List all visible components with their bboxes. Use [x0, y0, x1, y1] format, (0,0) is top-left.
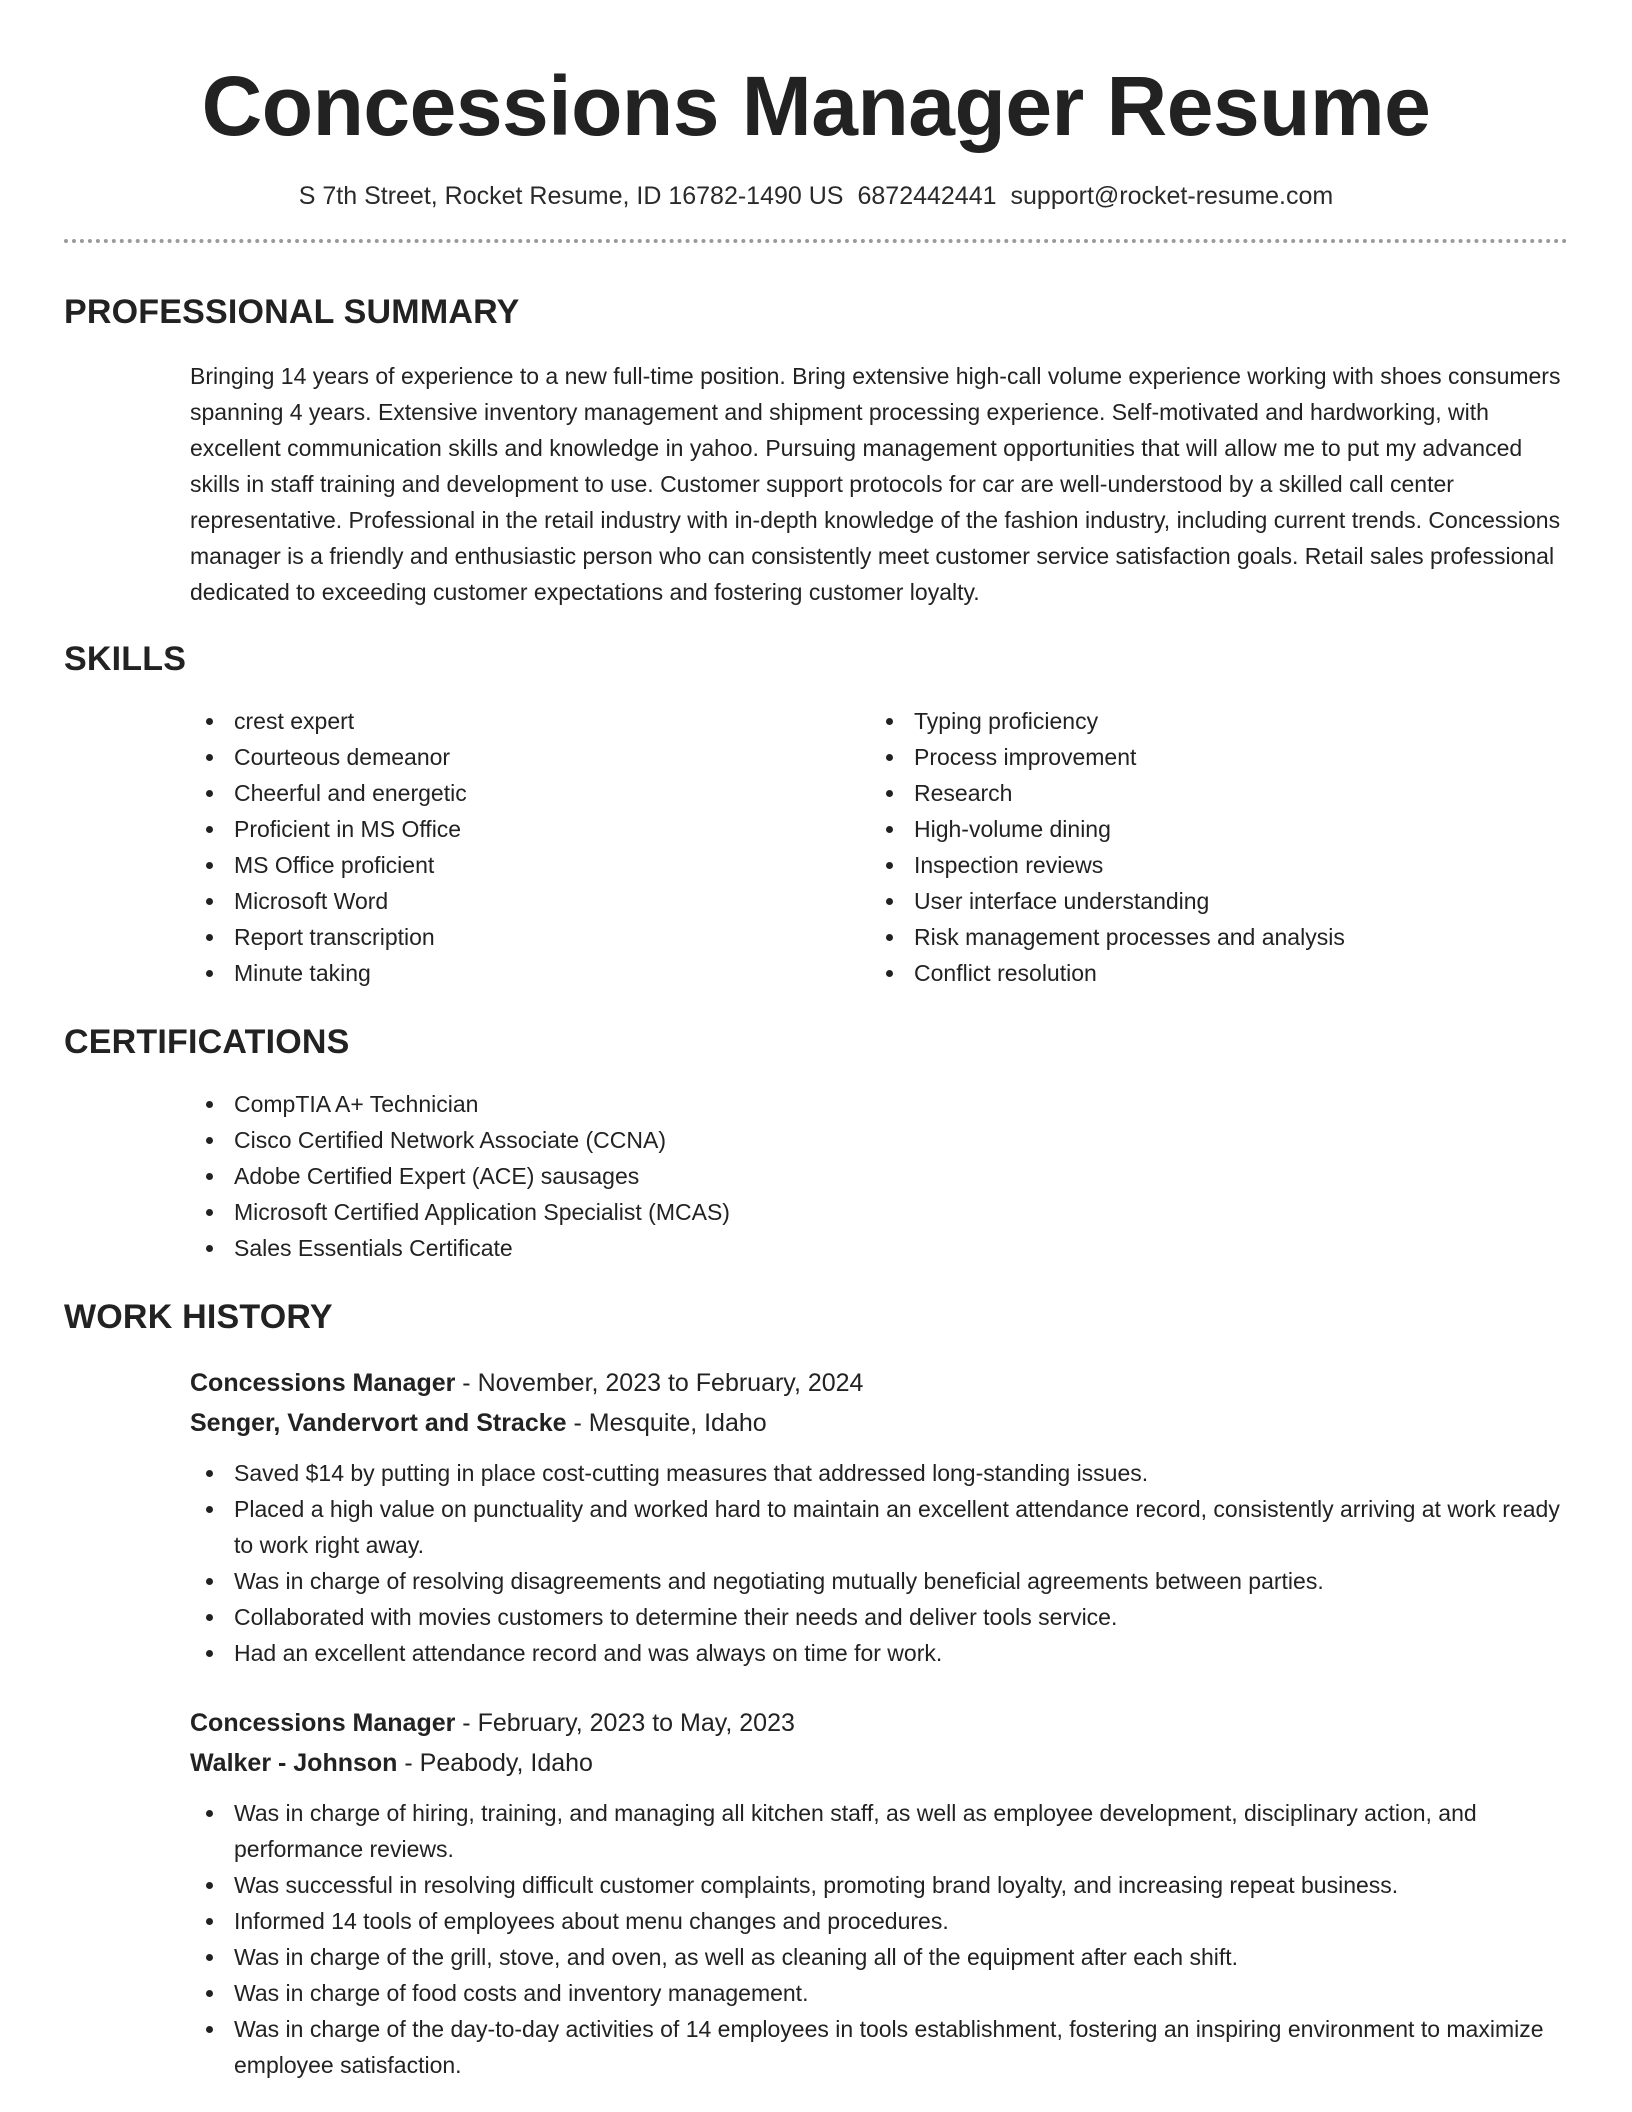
job-duty-item: Placed a high value on punctuality and worked hard to maintain an excellent attendance record, consistently arriving at work ready to work right away.: [190, 1491, 1568, 1563]
job-company-line: [190, 1743, 1568, 1783]
skills-list-left: [190, 703, 870, 991]
skill-item: Minute taking: [190, 955, 870, 991]
job-duty-item: Was in charge of resolving disagreements and negotiating mutually beneficial agreements between parties.: [190, 1563, 1568, 1599]
job-duty-item: Saved $14 by putting in place cost-cutting measures that addressed long-standing issues.: [190, 1455, 1568, 1491]
skill-item: Report transcription: [190, 919, 870, 955]
job-location: - Mesquite, Idaho: [566, 1409, 767, 1437]
job-title: Concessions Manager: [190, 1369, 456, 1397]
job-location: - Peabody, Idaho: [397, 1749, 593, 1777]
job-duty-item: Was in charge of the day-to-day activities of 14 employees in tools establishment, fostering an inspiring environment to maximize employee satisfaction.: [190, 2011, 1568, 2083]
certification-item: Microsoft Certified Application Specialist (MCAS): [190, 1194, 1568, 1230]
job-company: Walker - Johnson: [190, 1749, 398, 1777]
certifications-heading: CERTIFICATIONS: [64, 1023, 350, 1061]
skill-item: Cheerful and energetic: [190, 775, 870, 811]
work-history-heading: WORK HISTORY: [64, 1298, 333, 1336]
skill-item: crest expert: [190, 703, 870, 739]
job-dates: - November, 2023 to February, 2024: [455, 1369, 864, 1397]
skill-item: Inspection reviews: [870, 847, 1550, 883]
job-duties-list: [190, 1795, 1568, 2083]
contact-address: S 7th Street, Rocket Resume, ID 16782-1490 US: [298, 182, 844, 210]
job-title-line: [190, 1703, 1568, 1743]
certification-item: Cisco Certified Network Associate (CCNA): [190, 1122, 1568, 1158]
job-duty-item: Was successful in resolving difficult customer complaints, promoting brand loyalty, and increasing repeat business.: [190, 1867, 1568, 1903]
job-duty-item: Had an excellent attendance record and was always on time for work.: [190, 1635, 1568, 1671]
skill-item: Research: [870, 775, 1550, 811]
skill-item: High-volume dining: [870, 811, 1550, 847]
summary-heading: PROFESSIONAL SUMMARY: [64, 293, 520, 331]
skills-column-left: [190, 703, 870, 991]
skill-item: MS Office proficient: [190, 847, 870, 883]
skill-item: Typing proficiency: [870, 703, 1550, 739]
job-duty-item: Was in charge of the grill, stove, and oven, as well as cleaning all of the equipment after each shift.: [190, 1939, 1568, 1975]
job-duty-item: Informed 14 tools of employees about menu changes and procedures.: [190, 1903, 1568, 1939]
certifications-list: [190, 1086, 1568, 1266]
contact-phone: 6872442441: [857, 182, 997, 210]
certification-item: Sales Essentials Certificate: [190, 1230, 1568, 1266]
job-duty-item: Was in charge of hiring, training, and managing all kitchen staff, as well as employee development, disciplinary action, and performance reviews.: [190, 1795, 1568, 1867]
job-duty-item: Was in charge of food costs and inventory management.: [190, 1975, 1568, 2011]
job-company: Senger, Vandervort and Stracke: [190, 1409, 567, 1437]
job-dates: - February, 2023 to May, 2023: [455, 1709, 795, 1737]
skill-item: Proficient in MS Office: [190, 811, 870, 847]
contact-line: [64, 182, 1568, 211]
skill-item: Risk management processes and analysis: [870, 919, 1550, 955]
summary-text: Bringing 14 years of experience to a new full-time position. Bring extensive high-call volume experience working with shoes consumers spanning 4 years. Extensive inventory management and shipment processing experience. Self-motivated and hardworking, with excellent communication skills and knowledge in yahoo. Pursuing management opportunities that will allow me to put my advanced skills in staff training and development to use. Customer support protocols for car are well-understood by a skilled call center representative. Professional in the retail industry with in-depth knowledge of the fashion industry, including current trends. Concessions manager is a friendly and enthusiastic person who can consistently meet customer service satisfaction goals. Retail sales professional dedicated to exceeding customer expectations and fostering customer loyalty.: [190, 363, 1561, 605]
certification-item: CompTIA A+ Technician: [190, 1086, 1568, 1122]
contact-email: support@rocket-resume.com: [1010, 182, 1334, 210]
skills-list-right: [870, 703, 1550, 991]
job-entry: [190, 1703, 1568, 2083]
job-company-line: [190, 1403, 1568, 1443]
job-duty-item: Collaborated with movies customers to determine their needs and deliver tools service.: [190, 1599, 1568, 1635]
skill-item: Process improvement: [870, 739, 1550, 775]
skill-item: User interface understanding: [870, 883, 1550, 919]
job-title-line: [190, 1363, 1568, 1403]
job-title: Concessions Manager: [190, 1709, 456, 1737]
job-entry: [190, 1363, 1568, 1671]
skill-item: Microsoft Word: [190, 883, 870, 919]
header-divider: [64, 239, 1568, 243]
certification-item: Adobe Certified Expert (ACE) sausages: [190, 1158, 1568, 1194]
skills-heading: SKILLS: [64, 640, 187, 678]
job-duties-list: [190, 1455, 1568, 1671]
skills-column-right: [870, 703, 1550, 991]
skills-columns: [190, 703, 1568, 991]
skill-item: Courteous demeanor: [190, 739, 870, 775]
page-title: Concessions Manager Resume: [201, 59, 1431, 153]
skill-item: Conflict resolution: [870, 955, 1550, 991]
